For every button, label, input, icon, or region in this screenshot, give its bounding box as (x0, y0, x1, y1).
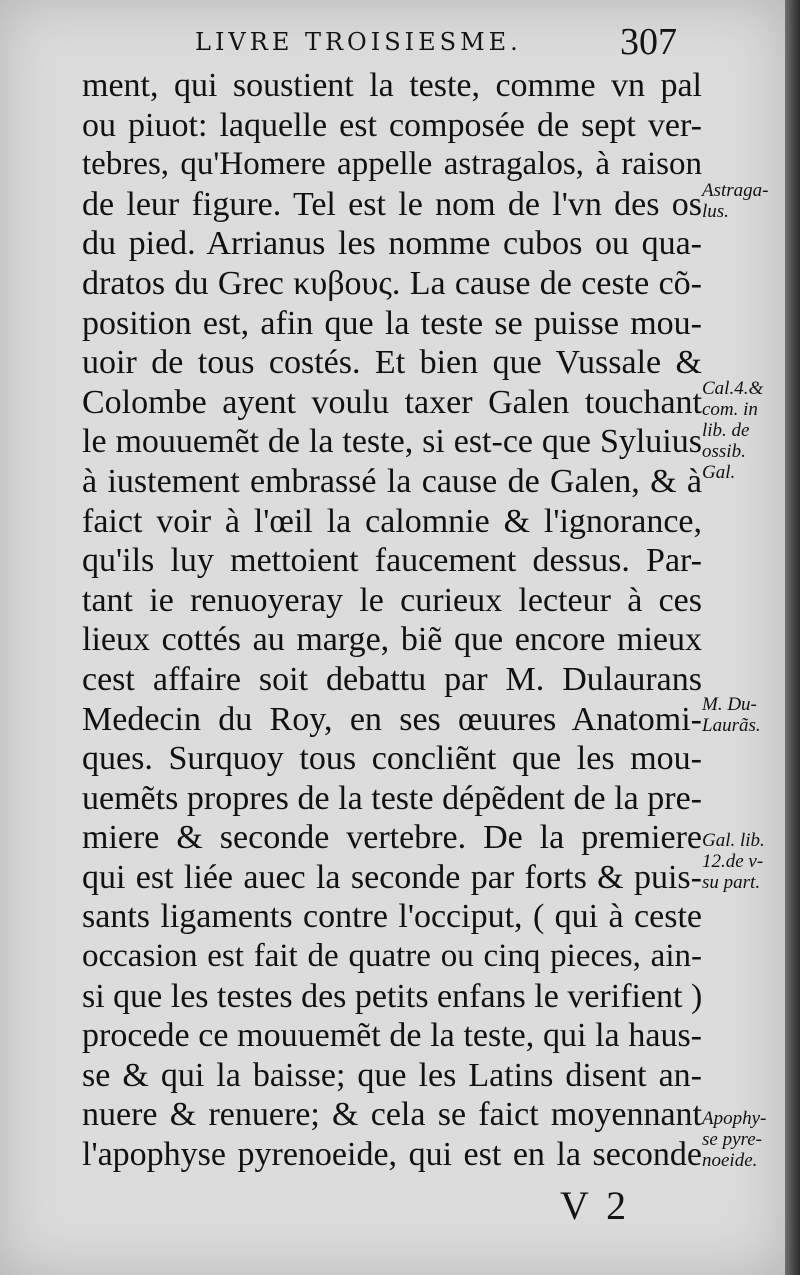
text-line: dratos du Grec κυβους. La cause de ceste cõ- (82, 264, 702, 302)
text-line: cest affaire soit debattu par M. Dulaurans (82, 660, 702, 698)
text-line: ou piuot: laquelle est composée de sept ver- (82, 106, 702, 144)
margin-note-dulaurans: M. Du- Laurãs. (702, 694, 761, 736)
text-line: lieux cottés au marge, biẽ que encore mieux (82, 621, 702, 659)
text-line: l'apophyse pyrenoeide, qui est en la seconde (82, 1136, 702, 1174)
text-line: faict voir à l'œil la calomnie & l'ignorance, (82, 502, 702, 540)
text-line: de leur figure. Tel est le nom de l'vn des os (82, 185, 702, 223)
text-line: se & qui la baisse; que les Latins disent an- (82, 1056, 702, 1094)
text-line: si que les testes des petits enfans le verifient ) (82, 977, 703, 1015)
text-line: occasion est fait de quatre ou cinq pieces, ain- (82, 938, 702, 975)
text-line: tebres, qu'Homere appelle astragalos, à raison (82, 146, 702, 183)
text-line: qui est liée auec la seconde par forts & puis- (82, 858, 702, 896)
text-line: à iustement embrassé la cause de Galen, & à (82, 462, 702, 500)
body-text (82, 66, 702, 1175)
text-line: Colombe ayent voulu taxer Galen touchant (82, 383, 702, 421)
text-line: position est, afin que la teste se puisse mou- (82, 304, 702, 342)
running-title: LIVRE TROISIESME. (195, 28, 522, 56)
text-line: uemẽts propres de la teste dépẽdent de la pre- (82, 779, 702, 817)
text-line: qu'ils luy mettoient faucement dessus. Par- (82, 542, 702, 580)
margin-note-astragalus: Astraga- lus. (702, 180, 769, 222)
text-line: le mouuemẽt de la teste, si est-ce que Syluius (82, 423, 702, 461)
text-line: nuere & renuere; & cela se faict moyennant (82, 1096, 702, 1134)
text-line: procede ce mouuemẽt de la teste, qui la haus- (82, 1017, 702, 1055)
margin-note-apophyse: Apophy- se pyre- noeide. (702, 1108, 767, 1171)
text-line: sants ligaments contre l'occiput, ( qui à ceste (82, 898, 702, 936)
text-line: ment, qui soustient la teste, comme vn pal (82, 67, 702, 104)
text-line: ques. Surquoy tous concliẽnt que les mou- (82, 740, 702, 778)
text-line: du pied. Arrianus les nomme cubos ou qua- (82, 225, 702, 263)
page-edge-shadow (785, 0, 800, 1275)
text-line: miere & seconde vertebre. De la premiere (82, 819, 702, 857)
page-number: 307 (620, 21, 677, 63)
margin-note-gal-usu: Gal. lib. 12.de v- su part. (702, 830, 765, 893)
signature-mark: V 2 (560, 1183, 631, 1228)
text-line: tant ie renuoyeray le curieux lecteur à ces (82, 581, 702, 619)
margin-note-cal-com: Cal.4.& com. in lib. de ossib. Gal. (702, 378, 764, 483)
text-line: uoir de tous costés. Et bien que Vussale & (82, 344, 702, 382)
text-line: Medecin du Roy, en ses œuures Anatomi- (82, 700, 702, 738)
